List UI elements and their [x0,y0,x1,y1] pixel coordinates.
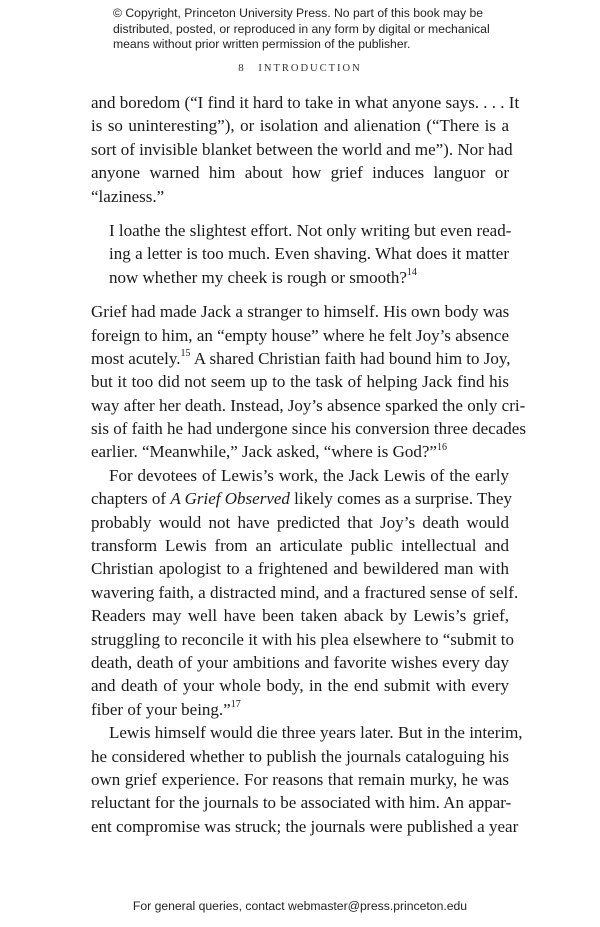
text-run: likely comes as a surprise. They [289,489,512,509]
text-line [91,347,509,370]
book-title: A Grief Observed [170,489,290,509]
text-line: and death of your whole body, in the end submit with every [91,676,509,696]
text-line: Readers may well have been taken aback by Lewis’s grief, [91,606,509,626]
text-run: most acutely. [91,348,181,368]
text-run: chapters of [91,489,171,509]
text-line: wavering faith, a distracted mind, and a fractured sense of self. [91,582,519,602]
running-head [0,62,600,74]
text-line: foreign to him, an “empty house” where he felt Joy’s absence [91,325,509,345]
text-run: fiber of your being.” [91,699,231,719]
text-line: way after her death. Instead, Joy’s absence sparked the only cri- [91,395,526,415]
text-line: Christian apologist to a frightened and bewildered man with [91,559,509,579]
block-quote [109,219,512,289]
footer-contact: For general queries, contact webmaster@press.princeton.edu [132,899,468,913]
text-line: sort of invisible blanket between the world and me”). Nor had [91,139,513,159]
body-text [91,91,526,838]
section-title: INTRODUCTION [258,63,362,74]
copyright-line: © Copyright, Princeton University Press. No part of this book may be [113,6,484,20]
text-line: I loathe the slightest effort. Not only writing but even read- [109,220,512,240]
copyright-notice [113,6,503,53]
text-line: own grief experience. For reasons that remain murky, he was [91,769,509,789]
text-line: and boredom (“I find it hard to take in what anyone says. . . . It [91,93,520,112]
footnote-ref[interactable]: 17 [230,699,241,711]
text-line: struggling to reconcile it with his plea elsewhere to “submit to [91,629,515,649]
text-line: he considered whether to publish the journals cataloguing his [91,746,509,766]
text-line [91,698,509,721]
page-number: 8 [238,62,244,74]
footnote-ref[interactable]: 16 [436,441,447,453]
footnote-ref[interactable]: 14 [406,267,417,279]
text-line: but it too did not seem up to the task of helping Jack find his [91,372,509,392]
paragraph [91,721,523,838]
text-run: A shared Christian faith had bound him to Joy, [190,348,511,368]
text-line [109,266,509,289]
text-line: probably would not have predicted that Joy’s death would [91,512,509,532]
text-run: now whether my cheek is rough or smooth? [109,267,407,287]
text-line: For devotees of Lewis’s work, the Jack Lewis of the early [109,465,509,485]
text-line: death, death of your ambitions and favorite wishes every day [91,652,509,672]
text-line: Lewis himself would die three years later. But in the interim, [109,723,523,743]
text-line [91,440,509,463]
text-line: ing a letter is too much. Even shaving. What does it matter [109,244,509,264]
text-run: earlier. “Meanwhile,” Jack asked, “where is God?” [91,442,437,462]
text-line [91,487,512,510]
footnote-ref[interactable]: 15 [180,348,191,360]
text-line: transform Lewis from an articulate public intellectual and [91,536,509,556]
copyright-line: distributed, posted, or reproduced in any form by digital or mechanical [113,21,490,36]
paragraph [91,91,520,208]
text-line: reluctant for the journals to be associated with him. An appar- [91,793,512,813]
paragraph [91,300,526,464]
text-line: Grief had made Jack a stranger to himself. His own body was [91,302,510,322]
text-line: ent compromise was struck; the journals were published a year [91,816,519,836]
copyright-line: means without prior written permission of the publisher. [113,37,411,51]
text-line: sis of faith he had undergone since his conversion three decades [91,419,526,439]
text-line: anyone warned him about how grief induces languor or [91,163,509,183]
text-line: “laziness.” [91,186,165,206]
paragraph [91,464,519,721]
text-line: is so uninteresting”), or isolation and alienation (“There is a [91,116,509,136]
